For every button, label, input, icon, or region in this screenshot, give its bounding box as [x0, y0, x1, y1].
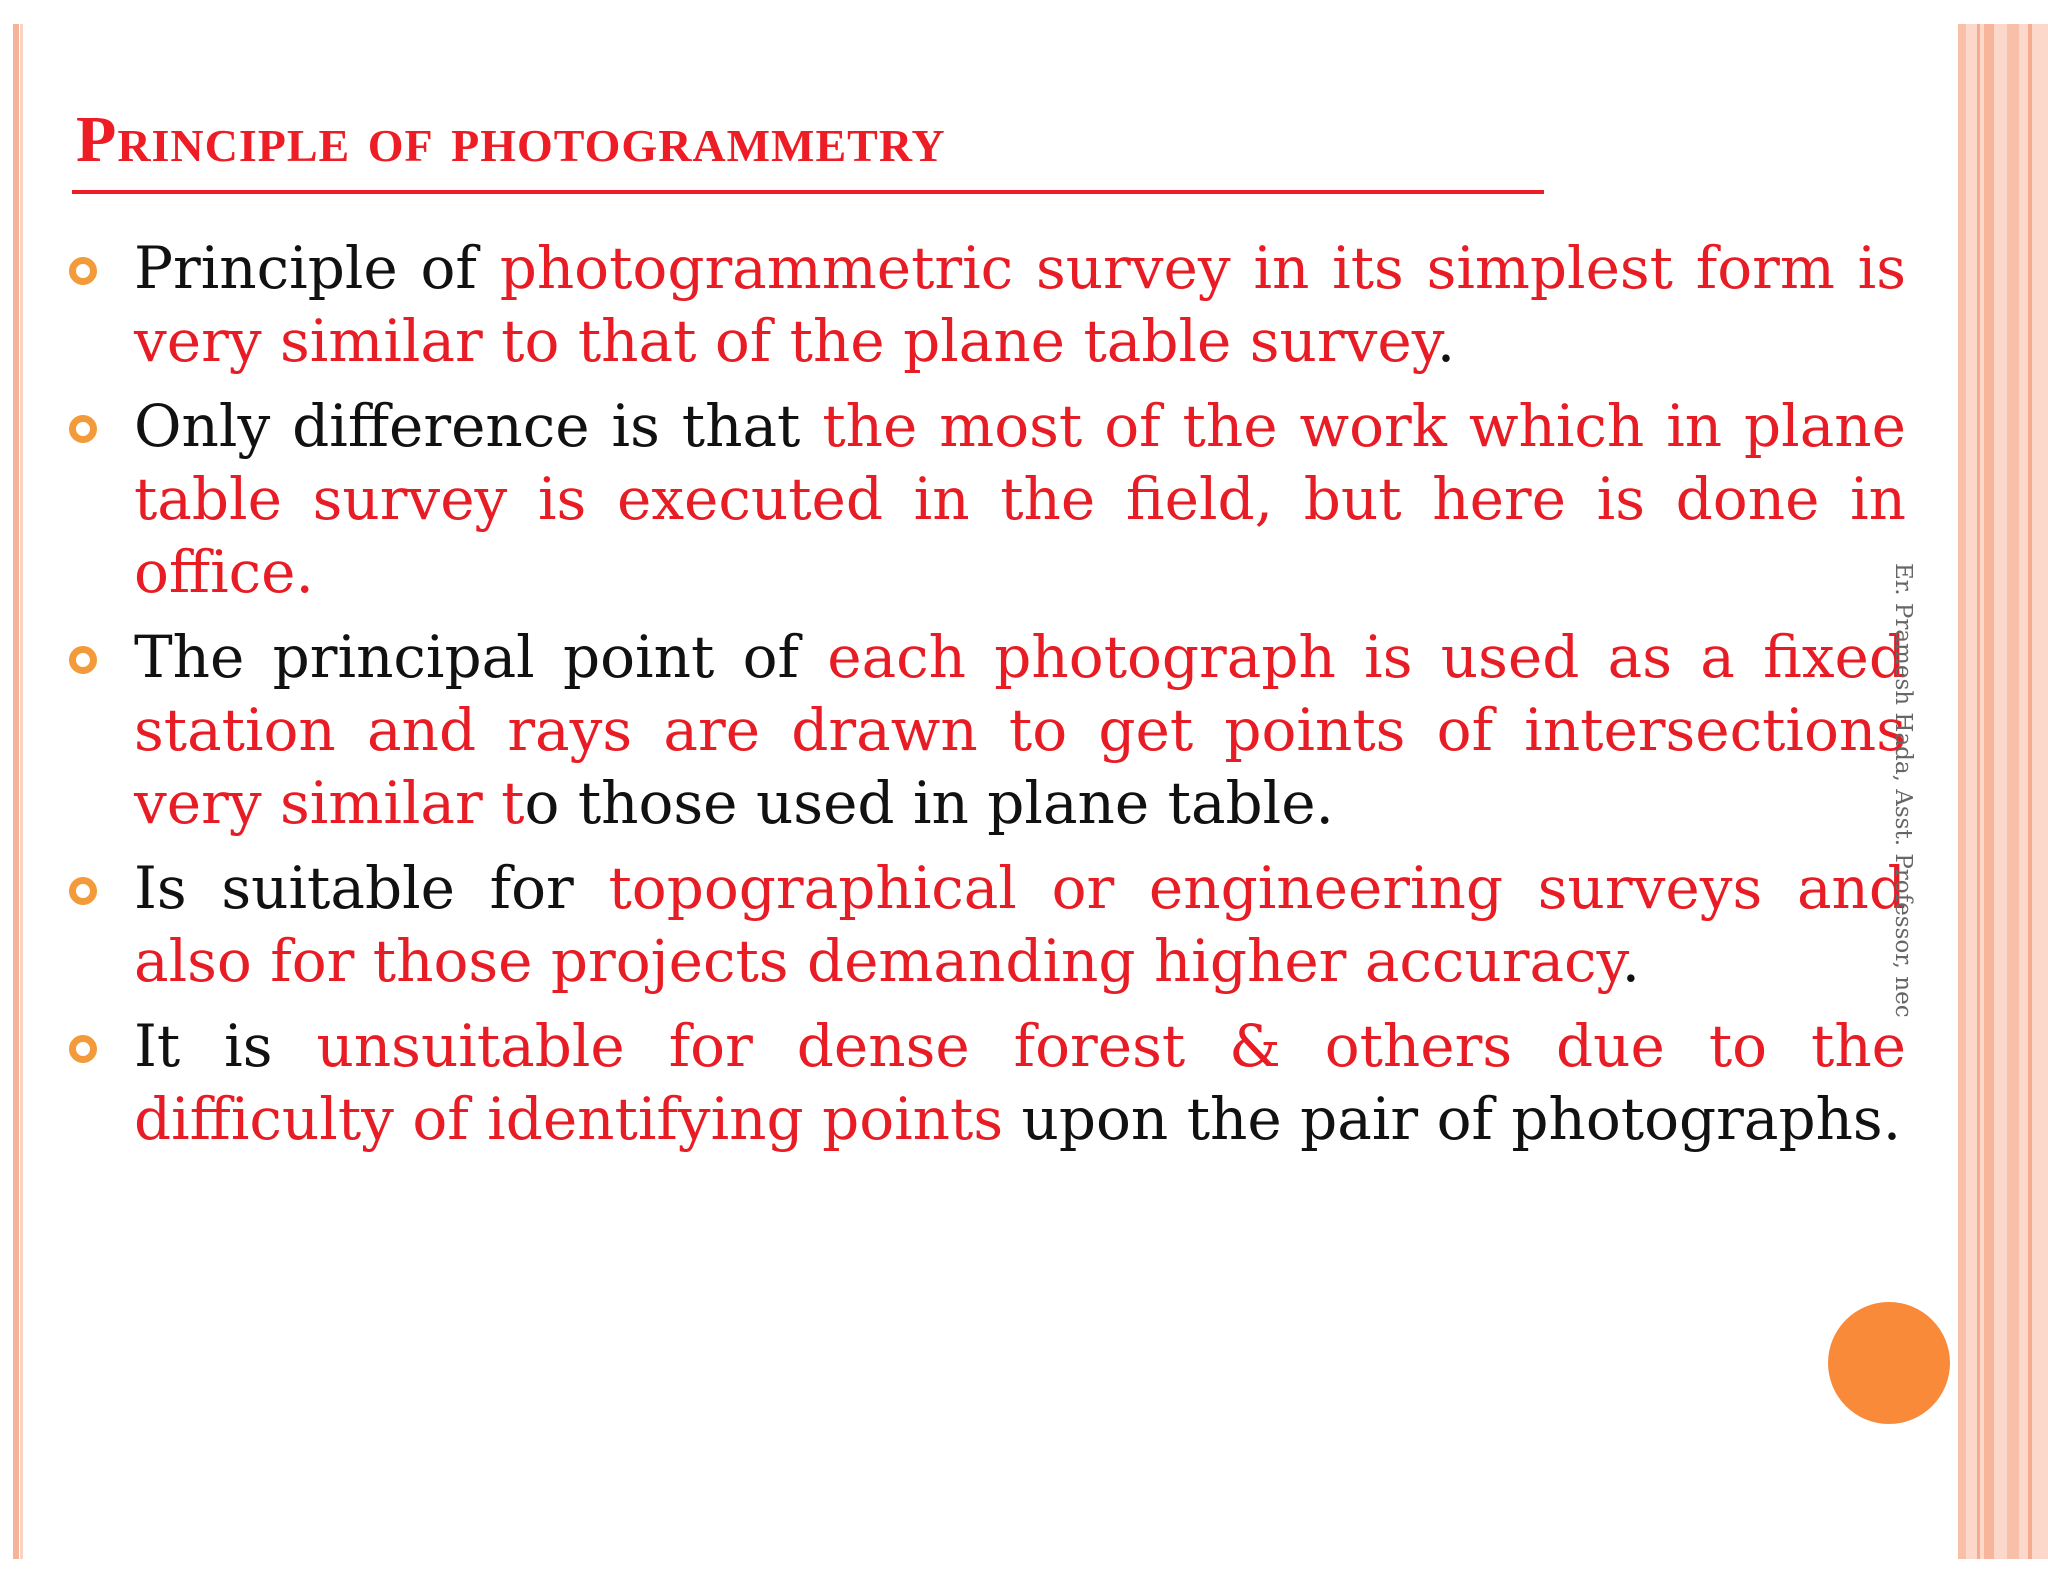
right-band-stripe [1984, 24, 1994, 1559]
hollow-circle-icon [69, 257, 97, 285]
slide-title: Principle of photogrammetry [76, 103, 946, 176]
hollow-circle-icon [69, 877, 97, 905]
right-band-stripe [1977, 24, 1980, 1559]
bullet-text-plain: Is suitable for [134, 854, 609, 922]
bullet-text-highlight: topographical or engineering surveys and also for those projects demanding higher accuracy [134, 854, 1907, 995]
bullet-text-highlight: unsuitable for dense forest & others due to the difficulty of identifying points [134, 1012, 1906, 1153]
bullet-list [134, 232, 1906, 1168]
right-band-stripe [1958, 24, 1966, 1559]
bullet-item [134, 390, 1906, 609]
right-decorative-band [1958, 24, 2048, 1559]
left-edge-stripe [13, 24, 19, 1559]
hollow-circle-icon [69, 415, 97, 443]
bullet-item [134, 621, 1906, 840]
right-band-stripe [2028, 24, 2032, 1559]
left-edge-stripe-light [20, 24, 23, 1559]
bullet-text-plain: . [1436, 307, 1456, 375]
author-credit: Er. Pramesh Hada, Asst. Professor, nec [1890, 563, 1916, 1018]
bullet-text-plain: upon the pair of photographs. [1003, 1085, 1902, 1153]
bullet-text-highlight: each photograph is used as a fixed station and rays are drawn to get points of intersections very similar t [134, 623, 1907, 837]
bullet-text-plain: The principal point of [134, 623, 828, 691]
title-underline [72, 190, 1544, 194]
bullet-text-plain: . [1621, 927, 1641, 995]
bullet-text-plain: o those used in plane table. [524, 769, 1334, 837]
bullet-text-plain: It is [134, 1012, 317, 1080]
bullet-text-highlight: the most of the work which in plane table survey is executed in the field, but here is done in office. [134, 392, 1906, 606]
bullet-item [134, 852, 1906, 998]
bullet-text-plain: Only difference is that [134, 392, 823, 460]
hollow-circle-icon [69, 1035, 97, 1063]
bullet-text-plain: Principle of [134, 234, 500, 302]
bullet-text-highlight: photogrammetric survey in its simplest form is very similar to that of the plane table survey [134, 234, 1906, 375]
bullet-item [134, 232, 1906, 378]
orange-circle-decoration [1828, 1302, 1950, 1424]
right-band-stripe [2007, 24, 2019, 1559]
bullet-item [134, 1010, 1906, 1156]
hollow-circle-icon [69, 646, 97, 674]
